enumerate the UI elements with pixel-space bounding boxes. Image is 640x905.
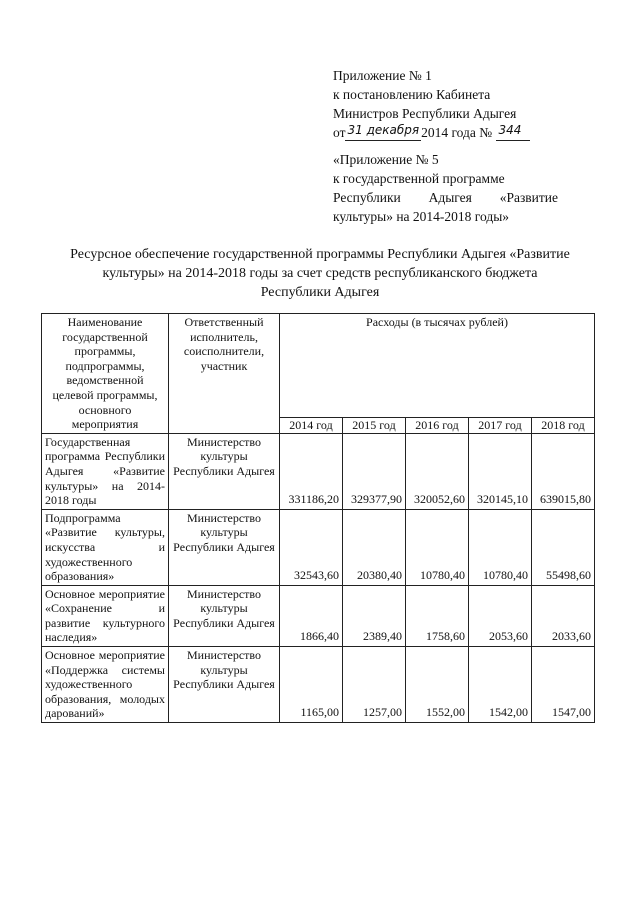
row-value: 331186,20 bbox=[280, 433, 343, 509]
title-line-3: Республики Адыгея bbox=[260, 285, 380, 300]
row-value: 2389,40 bbox=[343, 585, 406, 646]
appendix5-years-line: культуры» на 2014-2018 годы» bbox=[333, 209, 510, 224]
date-year-text: 2014 года № bbox=[421, 125, 493, 140]
year-header: 2014 год bbox=[280, 418, 343, 434]
row-executor: Министерство культуры Республики Адыгея bbox=[169, 509, 280, 585]
document-title bbox=[40, 245, 600, 302]
appendix-ministry-line: Министров Республики Адыгея bbox=[333, 106, 517, 121]
row-value: 1542,00 bbox=[469, 647, 532, 723]
row-value: 639015,80 bbox=[532, 433, 595, 509]
appendix-number: Приложение № 1 bbox=[333, 68, 432, 83]
row-value: 32543,60 bbox=[280, 509, 343, 585]
appendix5-ref-line: к государственной программе bbox=[333, 171, 505, 186]
col-header-expenses: Расходы (в тысячах рублей) bbox=[280, 314, 595, 418]
row-name: Основное мероприятие «Сохранение и развитие культурного наследия» bbox=[42, 585, 169, 646]
appendix-ref-line: к постановлению Кабинета bbox=[333, 87, 491, 102]
table-row bbox=[42, 509, 595, 585]
handwritten-date: 31 декабря bbox=[345, 121, 421, 141]
row-value: 320145,10 bbox=[469, 433, 532, 509]
title-line-2: культуры» на 2014-2018 годы за счет средств республиканского бюджета bbox=[102, 266, 538, 281]
col-header-name: Наименование государственной программы, подпрограммы, ведомственной целевой программы, основного мероприятия bbox=[42, 314, 169, 434]
table-header-row bbox=[42, 314, 595, 418]
row-executor: Министерство культуры Республики Адыгея bbox=[169, 433, 280, 509]
funding-table bbox=[41, 313, 595, 723]
row-name: Подпрограмма «Развитие культуры, искусства и художественного образования» bbox=[42, 509, 169, 585]
row-value: 320052,60 bbox=[406, 433, 469, 509]
table-row bbox=[42, 647, 595, 723]
year-header: 2016 год bbox=[406, 418, 469, 434]
date-prefix: от bbox=[333, 125, 346, 140]
appendix-header bbox=[333, 66, 563, 144]
handwritten-number: 344 bbox=[496, 121, 530, 141]
row-value: 2053,60 bbox=[469, 585, 532, 646]
year-header: 2015 год bbox=[343, 418, 406, 434]
appendix-date-line bbox=[333, 123, 563, 144]
row-value: 1866,40 bbox=[280, 585, 343, 646]
row-value: 1758,60 bbox=[406, 585, 469, 646]
appendix5-number: «Приложение № 5 bbox=[333, 152, 439, 167]
row-value: 20380,40 bbox=[343, 509, 406, 585]
row-value: 1552,00 bbox=[406, 647, 469, 723]
row-name: Государственная программа Республики Адыгея «Развитие культуры» на 2014-2018 годы bbox=[42, 433, 169, 509]
year-header: 2018 год bbox=[532, 418, 595, 434]
row-value: 1165,00 bbox=[280, 647, 343, 723]
row-name: Основное мероприятие «Поддержка системы художественного образования, молодых дарований» bbox=[42, 647, 169, 723]
title-line-1: Ресурсное обеспечение государственной программы Республики Адыгея «Развитие bbox=[70, 247, 570, 262]
table-row bbox=[42, 585, 595, 646]
row-value: 1257,00 bbox=[343, 647, 406, 723]
row-value: 10780,40 bbox=[469, 509, 532, 585]
year-header: 2017 год bbox=[469, 418, 532, 434]
table-row bbox=[42, 433, 595, 509]
appendix5-republic-line: Республики Адыгея «Развитие bbox=[333, 190, 558, 205]
row-executor: Министерство культуры Республики Адыгея bbox=[169, 647, 280, 723]
row-value: 329377,90 bbox=[343, 433, 406, 509]
col-header-executor: Ответственный исполнитель, соисполнители, участник bbox=[169, 314, 280, 434]
appendix5-header bbox=[333, 150, 558, 226]
row-value: 1547,00 bbox=[532, 647, 595, 723]
row-value: 55498,60 bbox=[532, 509, 595, 585]
row-value: 10780,40 bbox=[406, 509, 469, 585]
row-executor: Министерство культуры Республики Адыгея bbox=[169, 585, 280, 646]
row-value: 2033,60 bbox=[532, 585, 595, 646]
